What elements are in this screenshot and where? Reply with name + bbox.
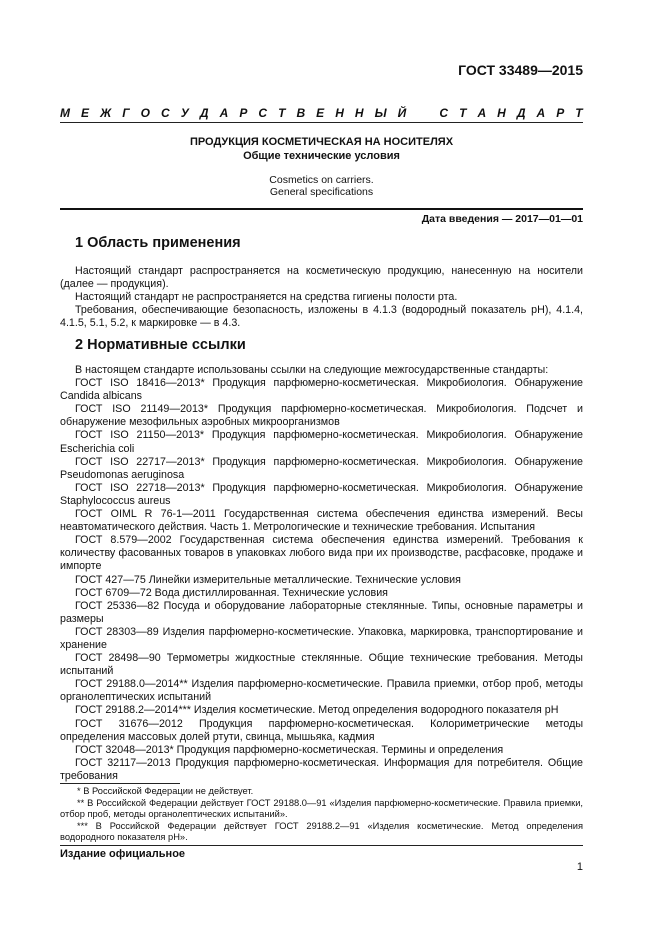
- reference-item: ГОСТ ISO 18416—2013* Продукция парфюмерно-косметическая. Микробиология. Обнаружение Candida albicans: [60, 377, 583, 403]
- banner-letter: Т: [459, 106, 467, 120]
- section-1-heading: 1 Область применения: [75, 235, 241, 251]
- reference-item: ГОСТ 29188.0—2014** Изделия парфюмерно-косметические. Правила приемки, отбор проб, методы органолептических испытаний: [60, 678, 583, 704]
- banner-letter: Е: [316, 106, 325, 120]
- paragraph: Требования, обеспечивающие безопасность, изложены в 4.1.3 (водородный показатель pH), 4.1.4, 4.1.5, 5.1, 5.2, к маркировке — в 4.3.: [60, 304, 583, 330]
- standard-banner: [60, 106, 583, 120]
- section-2-body: [60, 364, 583, 783]
- paragraph: Настоящий стандарт не распространяется на средства гигиены полости рта.: [75, 291, 458, 304]
- banner-letter: Д: [516, 106, 526, 120]
- reference-item: ГОСТ 25336—82 Посуда и оборудование лабораторные стеклянные. Типы, основные параметры и размеры: [60, 599, 583, 625]
- reference-item: ГОСТ 32117—2013 Продукция парфюмерно-косметическая. Информация для потребителя. Общие требования: [60, 756, 583, 782]
- banner-letter: Й: [397, 106, 407, 120]
- reference-item: ГОСТ 31676—2012 Продукция парфюмерно-косметическая. Колориметрические методы определения массовых долей ртути, свинца, мышьяка, кадмия: [60, 717, 583, 743]
- banner-letter: У: [180, 106, 189, 120]
- reference-item: ГОСТ 8.579—2002 Государственная система обеспечения единства измерений. Требования к количеству фасованных товаров в упаковках любого вида при их производстве, расфасовке, продаже и импорте: [60, 534, 583, 573]
- banner-letter: Н: [335, 106, 344, 120]
- banner-letter: Г: [122, 106, 130, 120]
- banner-letter: О: [140, 106, 150, 120]
- reference-item: ГОСТ 28498—90 Термометры жидкостные стеклянные. Общие технические требования. Методы испытаний: [60, 652, 583, 678]
- reference-item: ГОСТ OIML R 76-1—2011 Государственная система обеспечения единства измерений. Весы неавтоматического действия. Часть 1. Метрологические и технические требования. Испытания: [60, 508, 583, 534]
- footnote-divider: [60, 783, 180, 784]
- banner-letter: М: [60, 106, 70, 120]
- reference-item: ГОСТ ISO 21149—2013* Продукция парфюмерно-косметическая. Микробиология. Подсчет и обнаружение мезофильных аэробных микроорганизмов: [60, 403, 583, 429]
- banner-letter: Р: [556, 106, 565, 120]
- banner-letter: Н: [497, 106, 506, 120]
- reference-item: ГОСТ 32048—2013* Продукция парфюмерно-косметическая. Термины и определения: [75, 743, 504, 756]
- reference-item: ГОСТ 29188.2—2014*** Изделия косметические. Метод определения водородного показателя pH: [75, 704, 559, 717]
- reference-item: В настоящем стандарте использованы ссылки на следующие межгосударственные стандарты:: [75, 364, 549, 376]
- footnotes: [60, 786, 583, 844]
- footnote: *** В Российской Федерации действует ГОСТ 29188.2—91 «Изделия косметические. Метод определения водородного показателя pH».: [60, 820, 583, 843]
- banner-letter: А: [219, 106, 229, 120]
- introduction-date: Дата введения — 2017—01—01: [421, 213, 583, 225]
- reference-item: ГОСТ ISO 22717—2013* Продукция парфюмерно-косметическая. Микробиология. Обнаружение Pseudomonas aeruginosa: [60, 455, 583, 481]
- banner-letter: С: [161, 106, 170, 120]
- reference-item: ГОСТ ISO 22718—2013* Продукция парфюмерно-косметическая. Микробиология. Обнаружение Staphylococcus aureus: [60, 481, 583, 507]
- reference-item: ГОСТ 427—75 Линейки измерительные металлические. Технические условия: [75, 573, 461, 586]
- reference-item: ГОСТ 28303—89 Изделия парфюмерно-косметические. Упаковка, маркировка, транспортирование и хранение: [60, 625, 583, 651]
- banner-letter: Т: [278, 106, 286, 120]
- document-number: ГОСТ 33489—2015: [458, 62, 583, 78]
- banner-letter: Т: [575, 106, 583, 120]
- banner-letter: Е: [81, 106, 90, 120]
- title-divider: [60, 208, 583, 210]
- banner-letter: Д: [199, 106, 209, 120]
- page-number: 1: [576, 861, 583, 873]
- banner-letter: А: [536, 106, 546, 120]
- english-title: Cosmetics on carriers.: [269, 174, 374, 186]
- banner-letter: Ы: [374, 106, 387, 120]
- banner-divider: [60, 122, 583, 123]
- footer-divider: [60, 845, 583, 846]
- reference-item: ГОСТ 6709—72 Вода дистиллированная. Технические условия: [75, 586, 388, 599]
- banner-letter: В: [296, 106, 306, 120]
- section-2-heading: 2 Нормативные ссылки: [75, 337, 246, 353]
- footnote: ** В Российской Федерации действует ГОСТ 29188.0—91 «Изделия парфюмерно-косметические. Правила приемки, отбор проб, методы органолептических испытаний».: [60, 797, 583, 820]
- banner-letter: Р: [239, 106, 248, 120]
- footnote: * В Российской Федерации не действует.: [77, 786, 254, 796]
- document-subtitle: Общие технические условия: [243, 150, 400, 162]
- section-1-body: [60, 265, 583, 330]
- english-subtitle: General specifications: [269, 186, 374, 198]
- banner-letter: Ж: [100, 106, 112, 120]
- official-edition-label: Издание официальное: [60, 848, 186, 860]
- banner-letter: С: [439, 106, 449, 120]
- banner-letter: Н: [354, 106, 364, 120]
- banner-letter: А: [477, 106, 487, 120]
- document-title: ПРОДУКЦИЯ КОСМЕТИЧЕСКАЯ НА НОСИТЕЛЯХ: [189, 136, 454, 148]
- reference-item: ГОСТ ISO 21150—2013* Продукция парфюмерно-косметическая. Микробиология. Обнаружение Escherichia coli: [60, 429, 583, 455]
- paragraph: Настоящий стандарт распространяется на косметическую продукцию, нанесенную на носители (далее — продукция).: [60, 265, 583, 291]
- banner-letter: С: [258, 106, 268, 120]
